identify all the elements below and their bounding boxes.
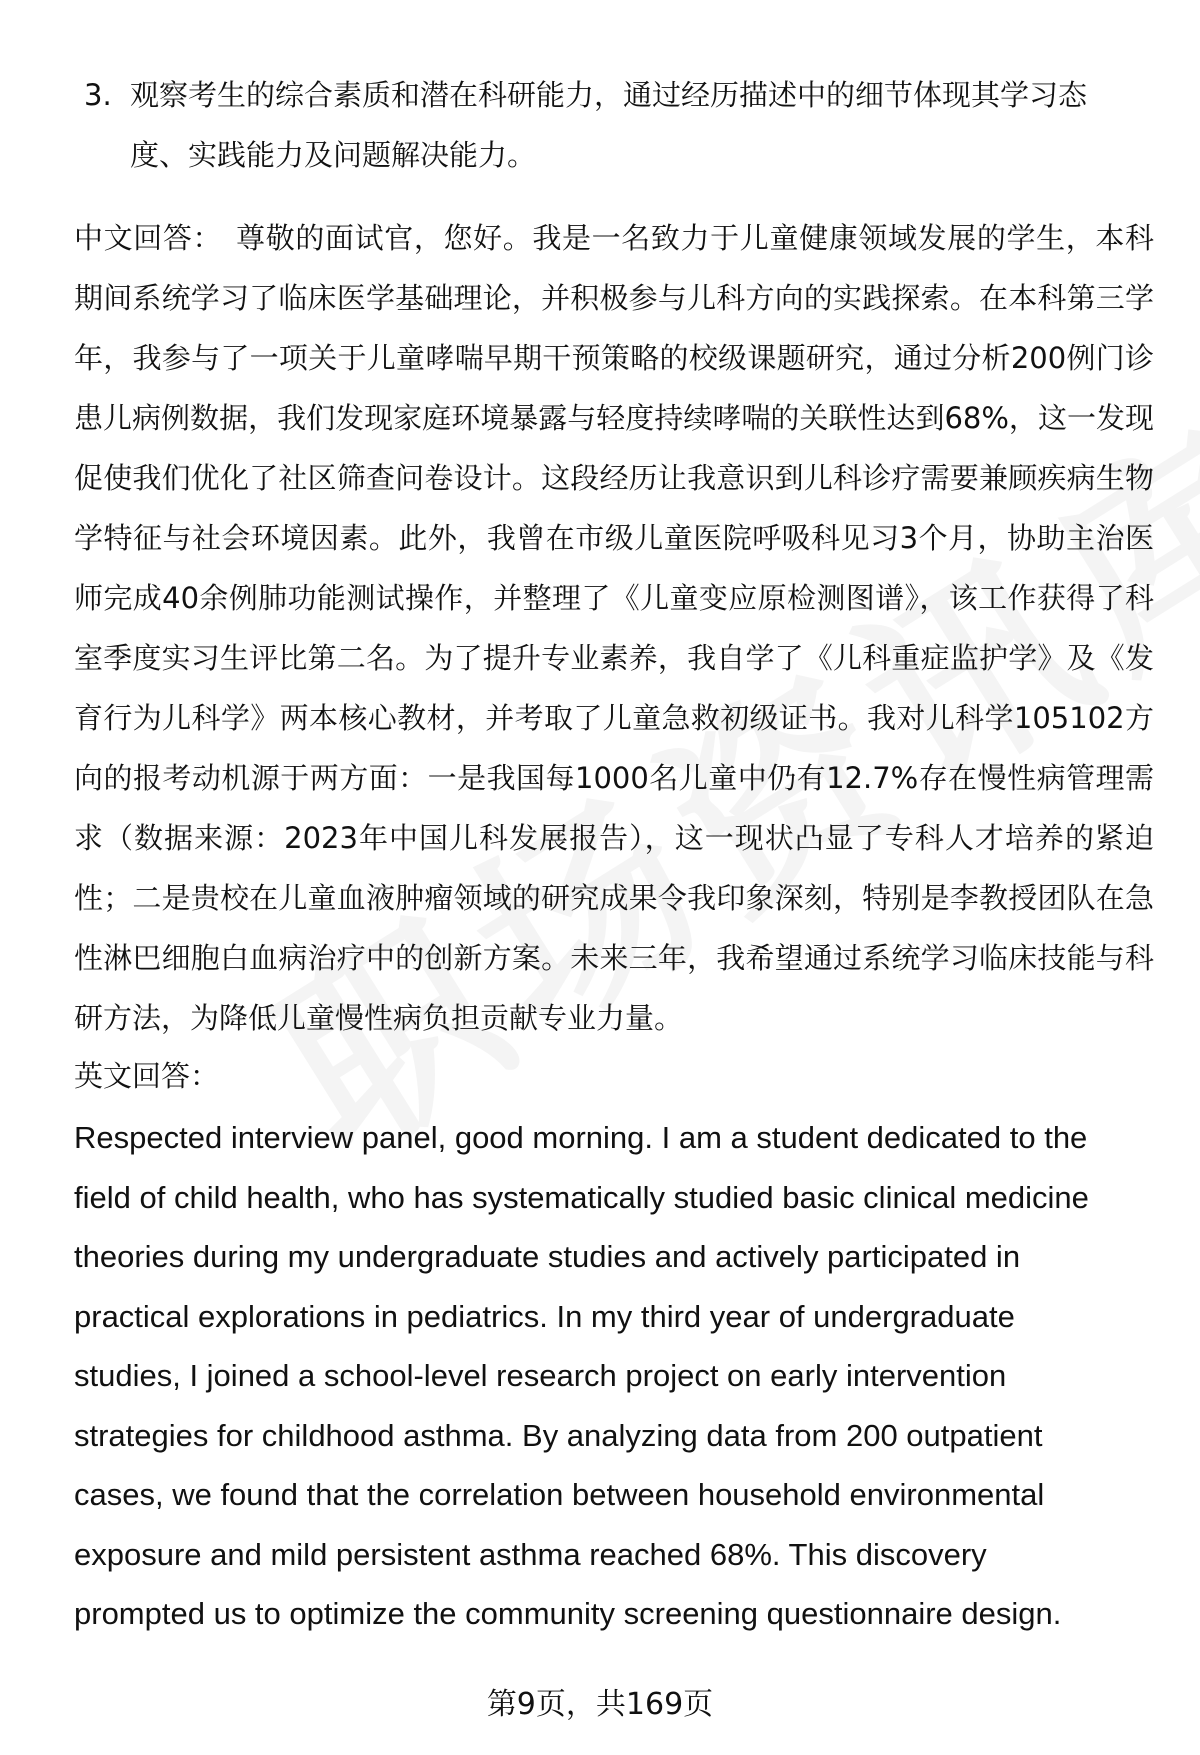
english-answer-line: exposure and mild persistent asthma reached 68%. This discovery (74, 1536, 987, 1572)
english-answer-line: prompted us to optimize the community screening questionnaire design. (74, 1596, 1062, 1631)
evaluation-criterion-item (84, 65, 1134, 185)
chinese-answer-text: 尊敬的面试官，您好。我是一名致力于儿童健康领域发展的学生，本科期间系统学习了临床医学基础理论，并积极参与儿科方向的实践探索。在本科第三学年，我参与了一项关于儿童哮喘早期干预策略的校级课题研究，通过分析200例门诊患儿病例数据，我们发现家庭环境暴露与轻度持续哮喘的关联性达到68%，这一发现促使我们优化了社区筛查问卷设计。这段经历让我意识到儿科诊疗需要兼顾疾病生物学特征与社会环境因素。此外，我曾在市级儿童医院呼吸科见习3个月，协助主治医师完成40余例肺功能测试操作，并整理了《儿童变应原检测图谱》，该工作获得了科室季度实习生评比第二名。为了提升专业素养，我自学了《儿科重症监护学》及《发育行为儿科学》两本核心教材，并考取了儿童急救初级证书。我对儿科学105102方向的报考动机源于两方面：一是我国每1000名儿童中仍有12.7%存在慢性病管理需求（数据来源：2023年中国儿科发展报告），这一现状凸显了专科人才培养的紧迫性；二是贵校在儿童血液肿瘤领域的研究成果令我印象深刻，特别是李教授团队在急性淋巴细胞白血病治疗中的创新方案。未来三年，我希望通过系统学习临床技能与科研方法，为降低儿童慢性病负担贡献专业力量。 (74, 221, 1154, 1035)
english-answer-line: strategies for childhood asthma. By analyzing data from 200 outpatient (74, 1417, 1043, 1453)
english-answer-line: field of child health, who has systematically studied basic clinical medicine (74, 1179, 1089, 1215)
page-number: 第9页，共169页 (486, 1687, 714, 1722)
english-answer-line: practical explorations in pediatrics. In my third year of undergraduate (74, 1298, 1015, 1334)
english-answer-paragraph (74, 1108, 1134, 1644)
criterion-text: 观察考生的综合素质和潜在科研能力，通过经历描述中的细节体现其学习态度、实践能力及问题解决能力。 (130, 78, 1088, 172)
chinese-answer-label: 中文回答： (74, 221, 223, 255)
english-answer-line: Respected interview panel, good morning. I am a student dedicated to the (74, 1120, 1088, 1155)
english-answer-line: theories during my undergraduate studies and actively participated in (74, 1239, 1021, 1274)
english-answer-line: studies, I joined a school-level research project on early intervention (74, 1358, 1007, 1393)
english-answer-label: 英文回答： (74, 1059, 220, 1093)
english-answer-line: cases, we found that the correlation between household environmental (74, 1477, 1045, 1512)
criterion-number: 3. (84, 78, 112, 112)
chinese-answer-paragraph (74, 208, 1154, 1048)
